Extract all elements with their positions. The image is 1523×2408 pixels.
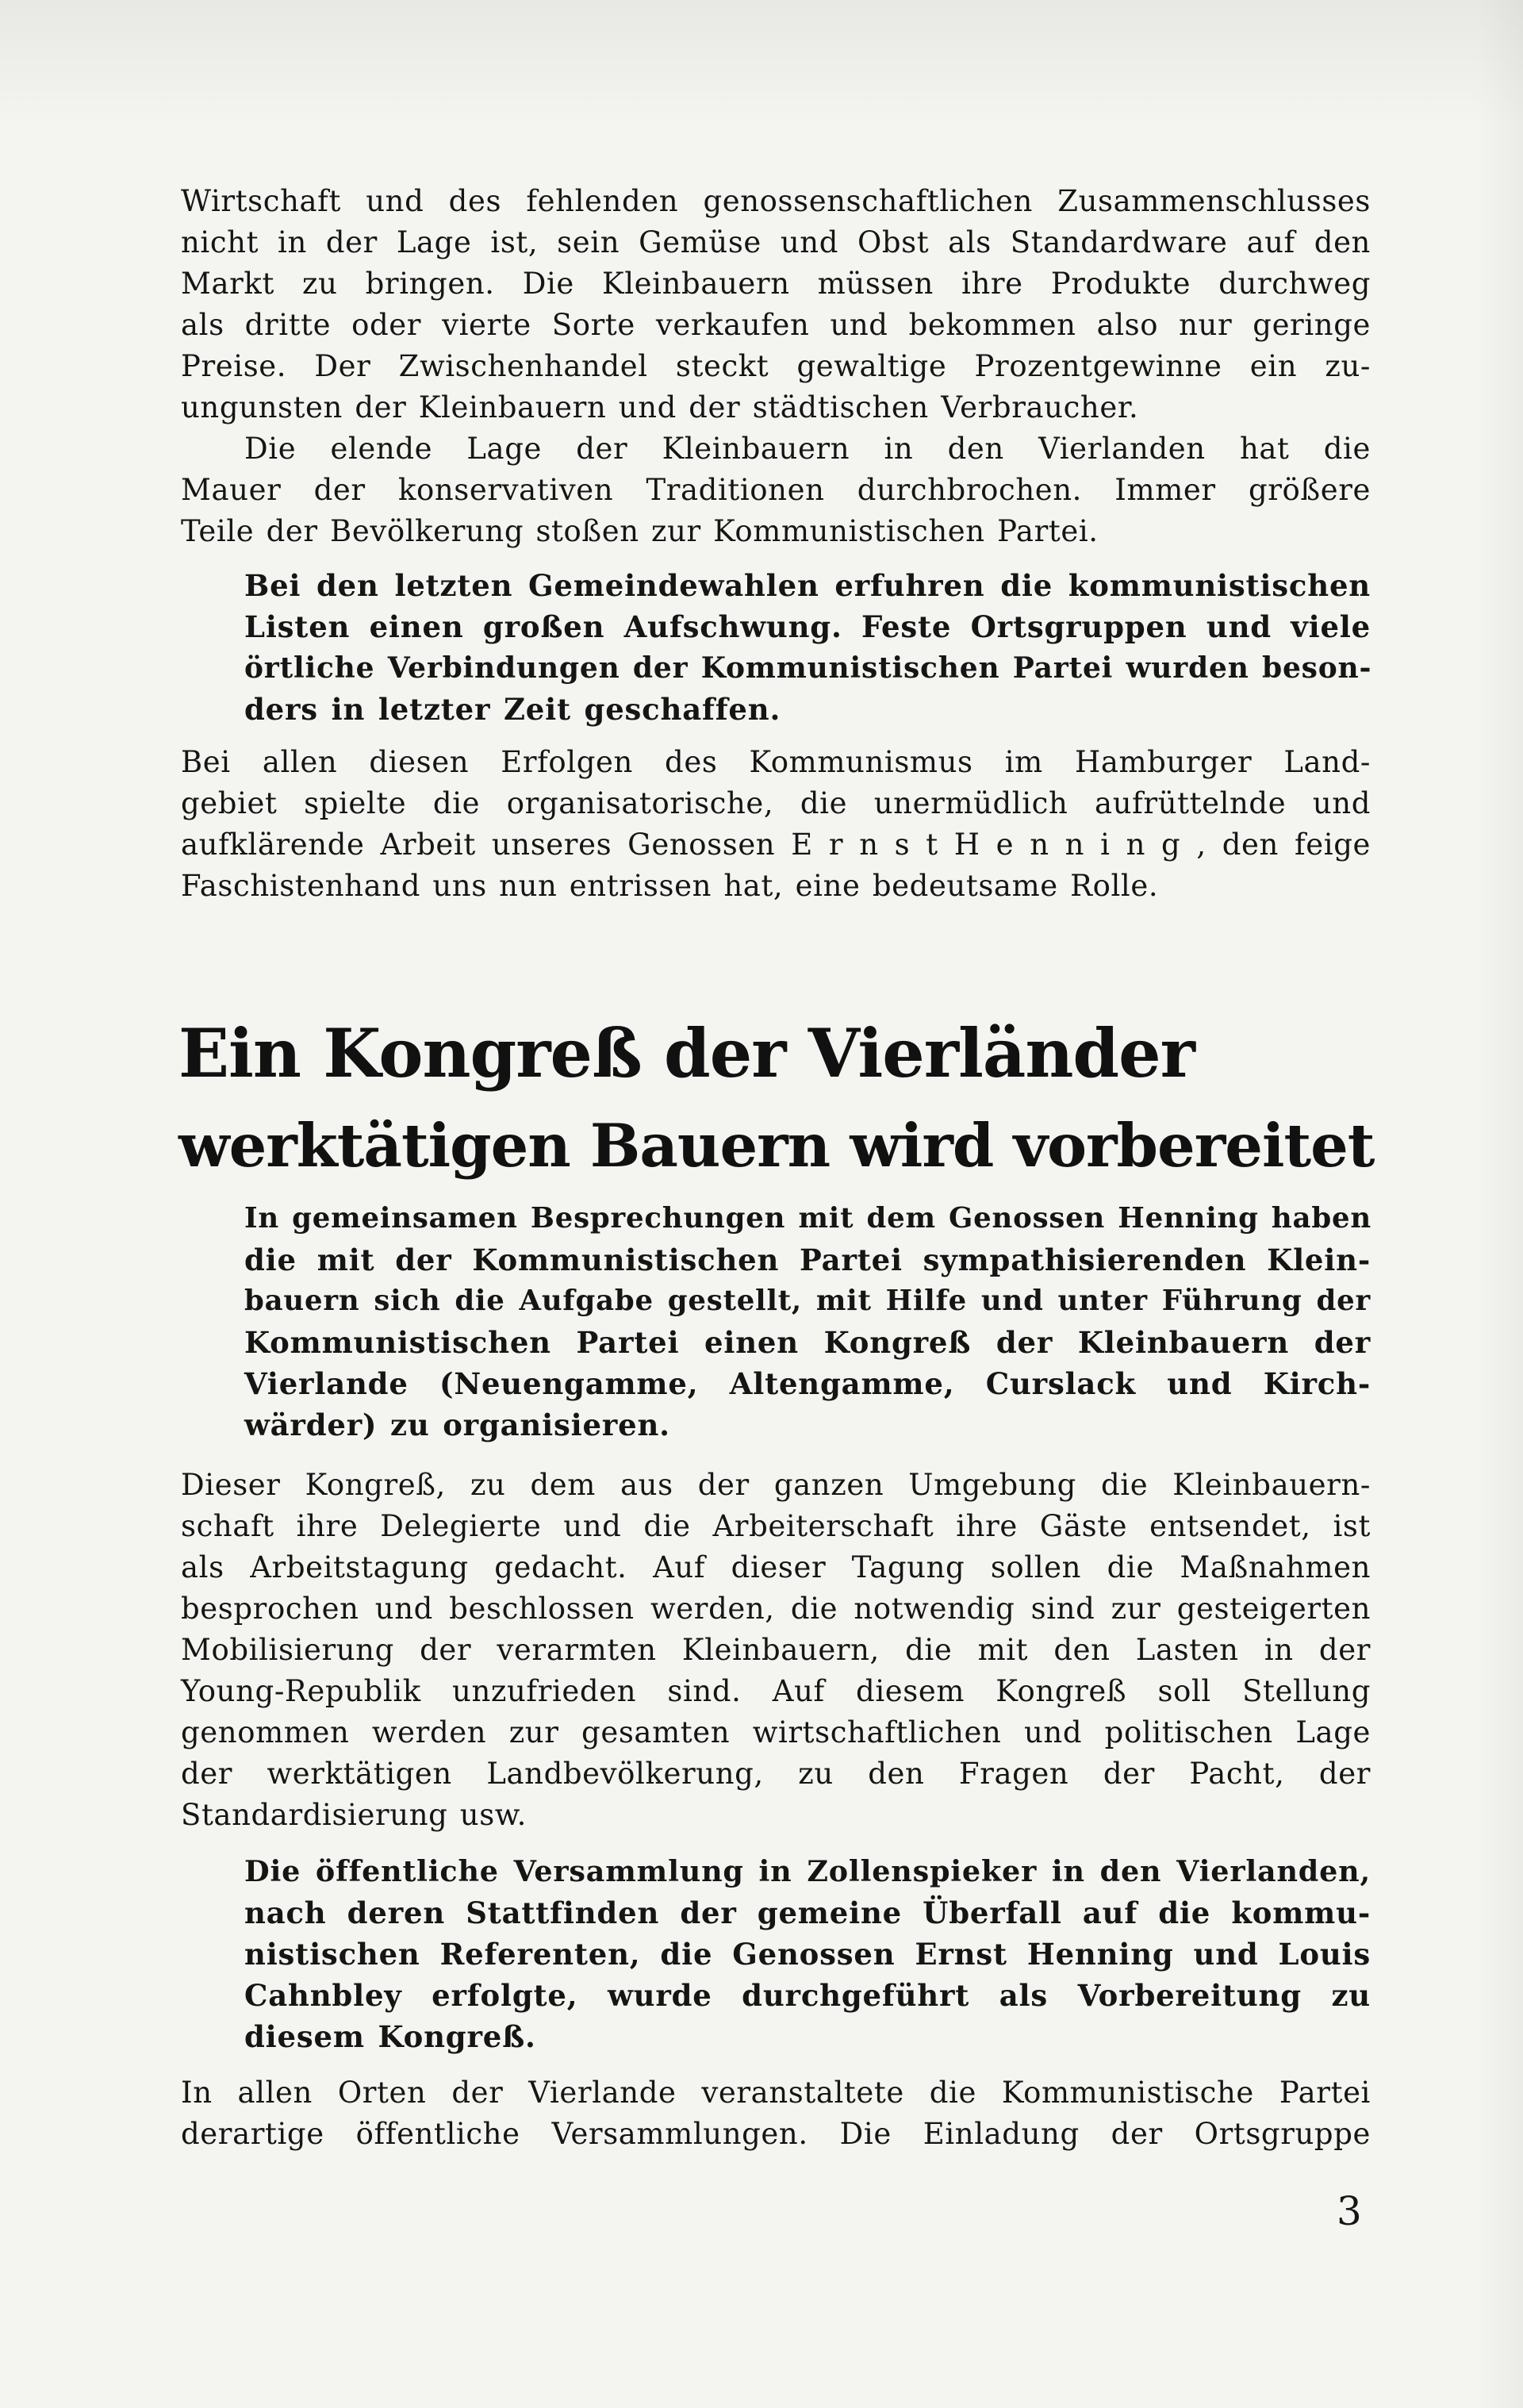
paragraph-orten xyxy=(181,2072,1371,2155)
text-line: In allen Orten der Vierlande veranstaltete die Kommunistische Partei xyxy=(181,2076,1371,2110)
text-line: gebiet spielte die organisatorische, die unermüdlich aufrüttelnde und xyxy=(181,786,1371,820)
text-line: Wirtschaft und des fehlenden genossenschaftlichen Zusammenschlusses xyxy=(181,184,1371,218)
text-line: Kommunistischen Partei einen Kongreß der Kleinbauern der xyxy=(244,1325,1371,1360)
paragraph-text xyxy=(181,2072,1371,2155)
text-line: ders in letzter Zeit geschaffen. xyxy=(244,692,781,727)
text-line: nistischen Referenten, die Genossen Ernst Henning und Louis xyxy=(244,1937,1371,1972)
paragraph-text xyxy=(181,742,1371,907)
text-line: Teile der Bevölkerung stoßen zur Kommunistischen Partei. xyxy=(181,514,1099,548)
text-line: schaft ihre Delegierte und die Arbeiterschaft ihre Gäste entsendet, ist xyxy=(181,1509,1371,1543)
text-line: Bei allen diesen Erfolgen des Kommunismus im Hamburger Land- xyxy=(181,745,1371,779)
text-line: als Arbeitstagung gedacht. Auf dieser Tagung sollen die Maßnahmen xyxy=(181,1550,1371,1584)
text-line: Young-Republik unzufrieden sind. Auf diesem Kongreß soll Stellung xyxy=(181,1674,1371,1708)
paragraph-versammlung xyxy=(244,1851,1371,2057)
scan-shading-top xyxy=(0,0,1523,127)
paragraph-text xyxy=(181,1465,1371,1836)
text-line: wärder) zu organisieren. xyxy=(244,1408,670,1442)
text-line: nach deren Stattfinden der gemeine Überfall auf die kommu- xyxy=(244,1895,1371,1930)
paragraph-gemeindewahlen xyxy=(181,565,1371,730)
paragraph-kongress xyxy=(181,1465,1371,1836)
paragraph-text xyxy=(244,1198,1371,1446)
paragraph-text xyxy=(181,428,1371,552)
text-line: Faschistenhand uns nun entrissen hat, eine bedeutsame Rolle. xyxy=(181,869,1159,903)
text-line: Vierlande (Neuengamme, Altengamme, Curslack und Kirch- xyxy=(244,1366,1371,1401)
text-line: als dritte oder vierte Sorte verkaufen und bekommen also nur geringe xyxy=(181,308,1371,342)
text-line: ungunsten der Kleinbauern und der städtischen Verbraucher. xyxy=(181,390,1139,424)
text-line: Die elende Lage der Kleinbauern in den Vierlanden hat die xyxy=(244,432,1371,466)
page-number: 3 xyxy=(1337,2188,1362,2234)
scan-shading-edge xyxy=(1475,0,1523,2408)
text-line: Bei den letzten Gemeindewahlen erfuhren die kommunistischen xyxy=(244,568,1371,603)
text-line: Dieser Kongreß, zu dem aus der ganzen Umgebung die Kleinbauern- xyxy=(181,1468,1371,1502)
text-line: bauern sich die Aufgabe gestellt, mit Hilfe und unter Führung der xyxy=(244,1285,1371,1317)
text-line: besprochen und beschlossen werden, die notwendig sind zur gesteigerten xyxy=(181,1592,1371,1626)
section-heading xyxy=(178,1008,1376,1192)
text-line: örtliche Verbindungen der Kommunistischen Partei wurden beson- xyxy=(244,651,1372,685)
text-line: aufklärende Arbeit unseres Genossen E r n s t H e n n i n g , den feige xyxy=(181,828,1371,862)
heading-line: Ein Kongreß der Vierländer xyxy=(178,1014,1195,1093)
paragraph-text xyxy=(244,565,1371,730)
text-line: die mit der Kommunistischen Partei sympathisierenden Klein- xyxy=(244,1242,1371,1277)
text-line: In gemeinsamen Besprechungen mit dem Genossen Henning haben xyxy=(244,1202,1371,1235)
text-line: Die öffentliche Versammlung in Zollenspieker in den Vierlanden, xyxy=(244,1854,1371,1888)
text-line: genommen werden zur gesamten wirtschaftlichen und politischen Lage xyxy=(181,1715,1371,1749)
text-line: derartige öffentliche Versammlungen. Die Einladung der Ortsgruppe xyxy=(181,2117,1371,2151)
paragraph-erfolgen xyxy=(181,742,1371,907)
paragraph-besprechungen xyxy=(244,1198,1371,1446)
text-line: diesem Kongreß. xyxy=(244,2019,536,2054)
text-line: Preise. Der Zwischenhandel steckt gewaltige Prozentgewinne ein zu- xyxy=(181,349,1371,383)
text-line: Standardisierung usw. xyxy=(181,1798,527,1832)
text-line: Cahnbley erfolgte, wurde durchgeführt als Vorbereitung zu xyxy=(244,1978,1371,2013)
heading-line: werktätigen Bauern wird vorbereitet xyxy=(178,1111,1375,1181)
text-line: der werktätigen Landbevölkerung, zu den Fragen der Pacht, der xyxy=(181,1757,1371,1791)
paragraph-text xyxy=(181,181,1371,428)
paragraph-text xyxy=(244,1851,1371,2057)
text-line: Mobilisierung der verarmten Kleinbauern, die mit den Lasten in der xyxy=(181,1633,1371,1667)
text-line: Markt zu bringen. Die Kleinbauern müssen ihre Produkte durchweg xyxy=(181,267,1371,301)
text-line: nicht in der Lage ist, sein Gemüse und Obst als Standardware auf den xyxy=(181,225,1371,259)
text-line: Mauer der konservativen Traditionen durchbrochen. Immer größere xyxy=(181,473,1371,507)
text-line: Listen einen großen Aufschwung. Feste Ortsgruppen und viele xyxy=(244,609,1371,644)
paragraph-continuation xyxy=(181,181,1371,428)
paragraph-elende-lage xyxy=(181,428,1371,552)
